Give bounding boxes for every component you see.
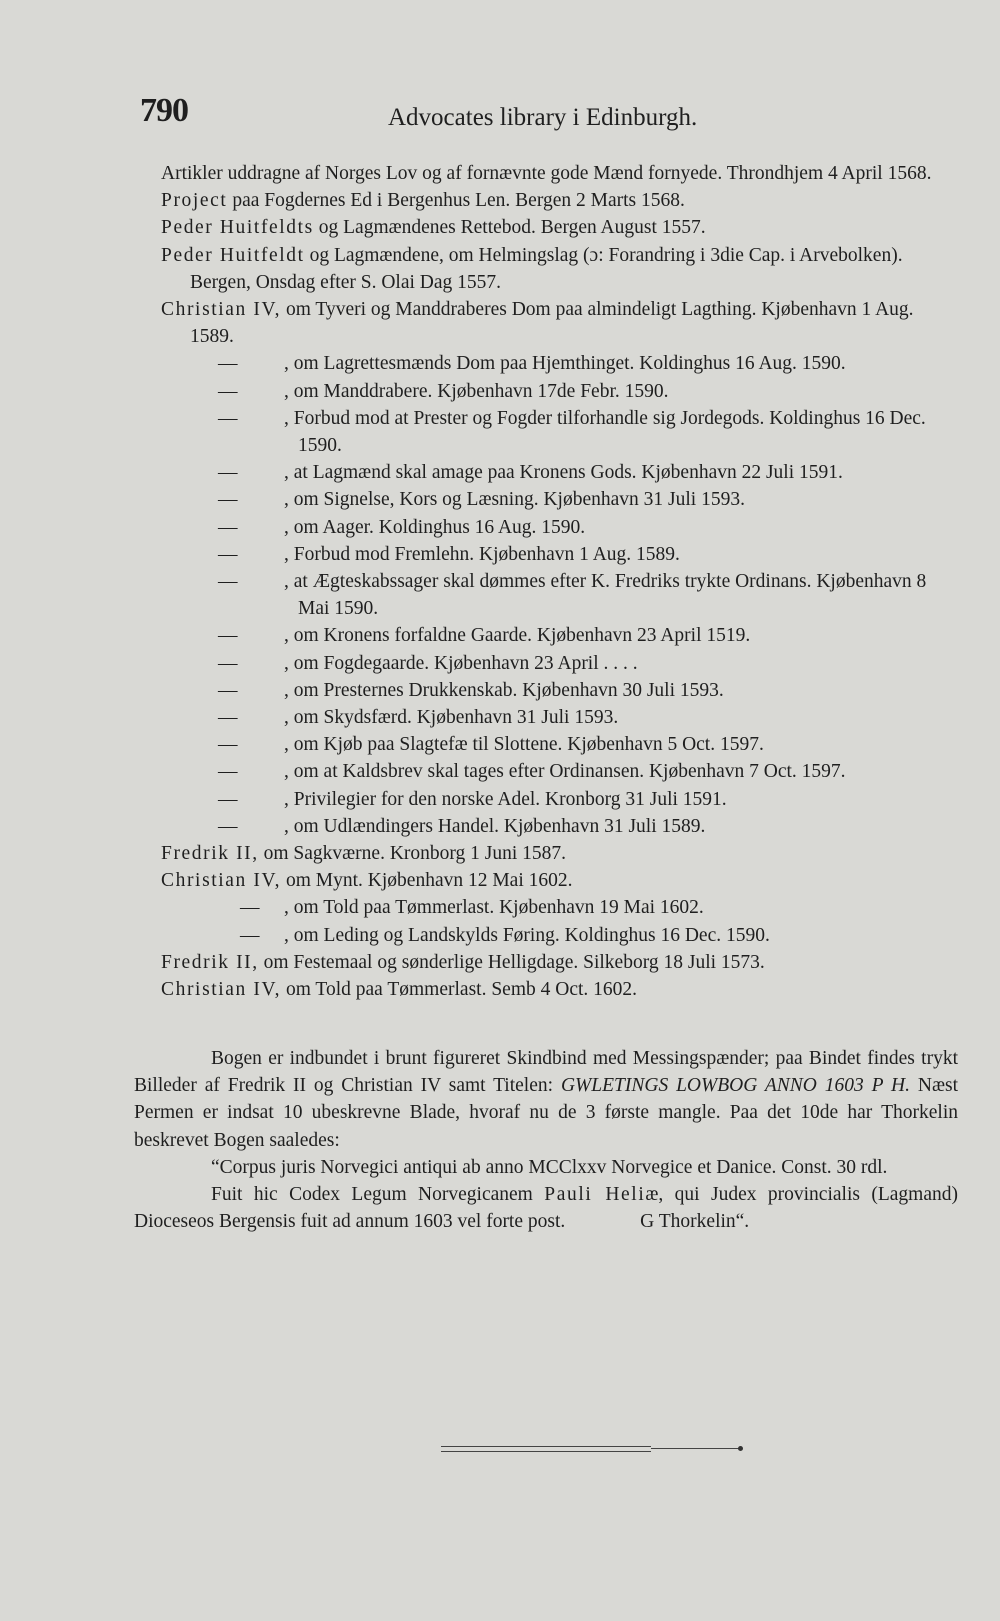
ditto-dash: — bbox=[218, 353, 238, 375]
quote-paragraph bbox=[134, 1181, 958, 1235]
entry-lead: Fredrik II, bbox=[161, 951, 259, 973]
quote-text: Fuit hic Codex Legum Norvegicanem bbox=[211, 1184, 533, 1206]
ditto-dash: — bbox=[240, 924, 260, 946]
entry-lead: Peder Huitfeldt bbox=[161, 244, 305, 266]
ditto-dash: — bbox=[218, 380, 238, 402]
catalog-entry bbox=[0, 160, 958, 187]
quote-paragraph: “Corpus juris Norvegici antiqui ab anno MCClxxv Norvegice et Danice. Const. 30 rdl. bbox=[211, 1156, 888, 1178]
entry-text: , om Signelse, Kors og Læsning. Kjøbenhavn 31 Juli 1593. bbox=[284, 489, 745, 511]
entry-text: , om Told paa Tømmerlast. Kjøbenhavn 19 Mai 1602. bbox=[284, 897, 704, 919]
catalog-entry bbox=[0, 541, 958, 568]
entry-text: , om Udlændingers Handel. Kjøbenhavn 31 Juli 1589. bbox=[284, 815, 706, 837]
entry-text: , at Ægteskabssager skal dømmes efter K. Fredriks trykte Ordinans. Kjøbenhavn 8 Mai 1590. bbox=[284, 571, 927, 620]
entry-text: , om Presternes Drukkenskab. Kjøbenhavn 30 Juli 1593. bbox=[284, 679, 724, 701]
ditto-dash: — bbox=[218, 462, 238, 484]
catalog-entry bbox=[0, 650, 958, 677]
end-rule-tail bbox=[651, 1448, 741, 1449]
catalog-entry bbox=[0, 867, 958, 894]
ditto-dash: — bbox=[218, 734, 238, 756]
catalog-entry bbox=[0, 214, 958, 241]
entry-text: , om Leding og Landskylds Føring. Koldinghus 16 Dec. 1590. bbox=[284, 924, 770, 946]
catalog-entry bbox=[0, 840, 958, 867]
catalog-entry bbox=[0, 296, 958, 350]
description-text: Bogen er indbundet i brunt figureret Skindbind med Messingspænder; paa Bindet findes trykt Billeder af Fredrik II og Christian IV samt Titelen: bbox=[134, 1048, 958, 1097]
catalog-entry bbox=[0, 378, 958, 405]
catalog-entry bbox=[0, 459, 958, 486]
entry-text: om Tyveri og Manddraberes Dom paa almindeligt Lagthing. Kjøbenhavn 1 Aug. 1589. bbox=[190, 299, 914, 348]
ditto-dash: — bbox=[218, 543, 238, 565]
ditto-dash: — bbox=[218, 516, 238, 538]
ditto-dash: — bbox=[218, 707, 238, 729]
entry-text: om Sagkværne. Kronborg 1 Juni 1587. bbox=[263, 843, 567, 865]
running-head: Advocates library i Edinburgh. bbox=[388, 104, 698, 131]
catalog-entry bbox=[0, 622, 958, 649]
catalog-entry bbox=[0, 187, 958, 214]
entry-text: om Festemaal og sønderlige Helligdage. Silkeborg 18 Juli 1573. bbox=[263, 951, 765, 973]
ditto-dash: — bbox=[218, 761, 238, 783]
entry-lead: Peder Huitfeldts bbox=[161, 217, 314, 239]
spaced-name: Pauli Heli bbox=[544, 1184, 646, 1206]
ditto-dash: — bbox=[218, 679, 238, 701]
entry-text: om Told paa Tømmerlast. Semb 4 Oct. 1602. bbox=[285, 979, 638, 1001]
catalog-entry bbox=[0, 813, 958, 840]
ditto-dash: — bbox=[218, 815, 238, 837]
entry-text: , Forbud mod at Prester og Fogder tilforhandle sig Jordegods. Koldinghus 16 Dec. 1590. bbox=[284, 407, 926, 457]
catalog-entry bbox=[0, 731, 958, 758]
ditto-dash: — bbox=[218, 625, 238, 647]
ditto-dash: — bbox=[240, 897, 260, 919]
quote-text: æ, qui Judex provincialis (Lagmand) Dioceseos Bergensis fuit ad annum 1603 vel forte post. bbox=[134, 1184, 958, 1233]
entry-lead: Fredrik II, bbox=[161, 843, 259, 865]
catalog-entry bbox=[0, 976, 958, 1003]
entry-text: , at Lagmænd skal amage paa Kronens Gods. Kjøbenhavn 22 Juli 1591. bbox=[284, 462, 843, 484]
ditto-dash: — bbox=[218, 489, 238, 511]
entry-text: , om at Kaldsbrev skal tages efter Ordinansen. Kjøbenhavn 7 Oct. 1597. bbox=[284, 761, 846, 783]
entry-text: , Forbud mod Fremlehn. Kjøbenhavn 1 Aug. 1589. bbox=[284, 543, 680, 565]
entry-lead: Christian IV, bbox=[161, 979, 282, 1001]
entry-text: Artikler uddragne af Norges Lov og af fornævnte gode Mænd fornyede. Throndhjem 4 April 1568. bbox=[161, 163, 932, 184]
description-block bbox=[134, 1045, 958, 1235]
book-title-italic: GWLETINGS LOWBOG ANNO 1603 P H. bbox=[560, 1075, 911, 1097]
entry-text: , om Kronens forfaldne Gaarde. Kjøbenhavn 23 April 1519. bbox=[284, 625, 751, 647]
rule-dot bbox=[738, 1446, 743, 1451]
catalog-entry bbox=[0, 922, 958, 949]
catalog-entry bbox=[0, 758, 958, 785]
ditto-dash: — bbox=[218, 788, 238, 810]
entry-lead: Christian IV, bbox=[161, 870, 282, 892]
catalog-entry bbox=[0, 514, 958, 541]
catalog-entry bbox=[0, 568, 958, 622]
entry-text: , Privilegier for den norske Adel. Kronborg 31 Juli 1591. bbox=[284, 788, 727, 810]
entry-text: , om Kjøb paa Slagtefæ til Slottene. Kjøbenhavn 5 Oct. 1597. bbox=[284, 734, 764, 756]
catalog-entry bbox=[0, 486, 958, 513]
catalog-entry bbox=[0, 405, 958, 459]
entry-text: om Mynt. Kjøbenhavn 12 Mai 1602. bbox=[285, 870, 573, 892]
catalog-entry bbox=[0, 894, 958, 921]
entry-lead: Project bbox=[161, 190, 228, 212]
catalog-entry bbox=[0, 677, 958, 704]
entry-text: , om Fogdegaarde. Kjøbenhavn 23 April . . . . bbox=[284, 652, 638, 674]
entry-text: og Lagmændene, om Helmingslag (ɔ: Forandring i 3die Cap. i Arvebolken). Bergen, Onsdag efter S. Olai Dag 1557. bbox=[190, 244, 903, 293]
entry-text: , om Skydsfærd. Kjøbenhavn 31 Juli 1593. bbox=[284, 707, 619, 729]
entry-text: og Lagmændenes Rettebod. Bergen August 1557. bbox=[318, 217, 706, 239]
entry-text: , om Aager. Koldinghus 16 Aug. 1590. bbox=[284, 516, 586, 538]
signature-text: G Thorkelin“. bbox=[640, 1211, 750, 1233]
end-rule bbox=[441, 1446, 651, 1452]
entry-text: , om Manddrabere. Kjøbenhavn 17de Febr. 1590. bbox=[284, 380, 669, 402]
catalog-entry bbox=[0, 704, 958, 731]
ditto-dash: — bbox=[218, 652, 238, 674]
entry-text: , om Lagrettesmænds Dom paa Hjemthinget. Koldinghus 16 Aug. 1590. bbox=[284, 353, 846, 375]
entry-list bbox=[0, 160, 1000, 1003]
catalog-entry bbox=[0, 242, 958, 296]
catalog-entry bbox=[0, 350, 958, 377]
catalog-entry bbox=[0, 949, 958, 976]
catalog-entry bbox=[0, 786, 958, 813]
description-paragraph bbox=[134, 1045, 958, 1154]
page-number: 790 bbox=[140, 92, 188, 129]
description-text: Næst Permen er indsat 10 ubeskrevne Blade, hvoraf nu de 3 første mangle. Paa det 10de har Thorkelin beskrevet Bogen saaledes: bbox=[134, 1075, 959, 1151]
ditto-dash: — bbox=[218, 571, 238, 593]
entry-text: paa Fogdernes Ed i Bergenhus Len. Bergen 2 Marts 1568. bbox=[232, 190, 685, 212]
entry-lead: Christian IV, bbox=[161, 299, 282, 321]
ditto-dash: — bbox=[218, 407, 238, 429]
